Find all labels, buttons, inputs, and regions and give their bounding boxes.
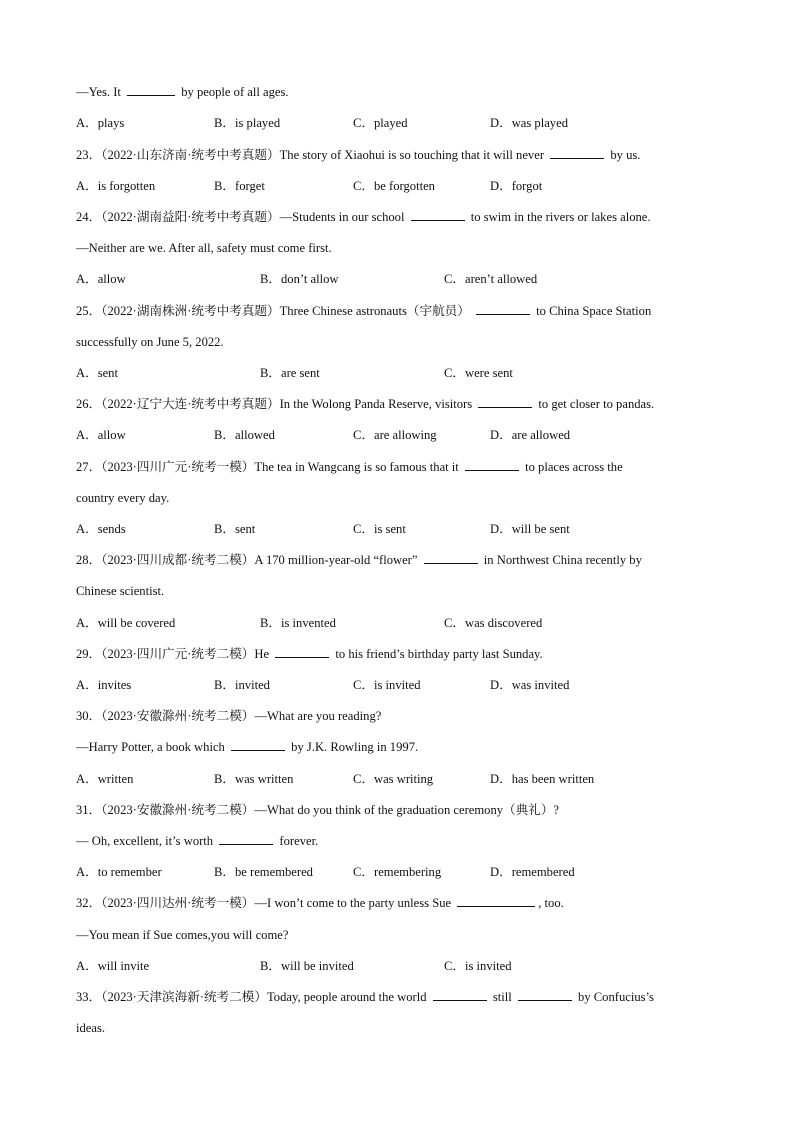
option-a: A．sent xyxy=(76,366,118,380)
option-c: C．be forgotten xyxy=(353,179,435,193)
option-d: D．remembered xyxy=(490,865,575,879)
option-d: D．has been written xyxy=(490,772,595,786)
stem-text: 29．（2023·四川广元·统考二模）He xyxy=(76,647,273,661)
answer-blank xyxy=(550,147,604,159)
question-26-stem xyxy=(76,396,654,412)
question-29-stem xyxy=(76,646,543,662)
question-29-options xyxy=(76,677,756,693)
question-30-stem: 30．（2023·安徽滁州·统考二模）—What are you reading? xyxy=(76,709,382,723)
option-a: A．allow xyxy=(76,428,126,442)
stem-text: to get closer to pandas. xyxy=(535,397,655,411)
answer-blank xyxy=(127,84,175,96)
option-b: B．don’t allow xyxy=(260,272,339,286)
option-a: A．is forgotten xyxy=(76,179,156,193)
stem-text: to his friend’s birthday party last Sunday. xyxy=(332,647,543,661)
option-a: A．sends xyxy=(76,522,126,536)
option-c: C．are allowing xyxy=(353,428,437,442)
stem-text: to places across the xyxy=(521,460,623,474)
answer-blank xyxy=(478,396,532,408)
stem-text: , too. xyxy=(538,896,564,910)
option-d: D．will be sent xyxy=(490,522,570,536)
answer-blank xyxy=(518,989,572,1001)
question-31-reply xyxy=(76,833,318,849)
question-30-reply xyxy=(76,739,418,755)
question-31-options xyxy=(76,864,756,880)
stem-text: —Harry Potter, a book which xyxy=(76,740,228,754)
option-b: B．be remembered xyxy=(214,865,313,879)
question-33-stem-cont: ideas. xyxy=(76,1021,106,1035)
question-27-stem-cont: country every day. xyxy=(76,491,170,505)
question-28-stem-cont: Chinese scientist. xyxy=(76,584,165,598)
question-27-stem xyxy=(76,459,623,475)
option-c: C．were sent xyxy=(444,366,513,380)
answer-blank xyxy=(219,833,273,845)
option-a: A．will invite xyxy=(76,959,150,973)
stem-text: 26．（2022·辽宁大连·统考中考真题）In the Wolong Panda Reserve, visitors xyxy=(76,397,476,411)
stem-text: 27．（2023·四川广元·统考一模）The tea in Wangcang is so famous that it xyxy=(76,460,462,474)
answer-blank xyxy=(424,552,478,564)
option-a: A．written xyxy=(76,772,134,786)
stem-text: 25．（2022·湖南株洲·统考中考真题）Three Chinese astronauts（宇航员） xyxy=(76,304,474,318)
option-b: B．is invented xyxy=(260,616,336,630)
question-25-options xyxy=(76,365,756,381)
stem-text: 28．（2023·四川成都·统考二模）A 170 million-year-old “flower” xyxy=(76,553,421,567)
question-23-options xyxy=(76,178,756,194)
question-32-options xyxy=(76,958,756,974)
stem-text: by Confucius’s xyxy=(574,990,654,1004)
question-25-stem xyxy=(76,303,651,319)
question-24-stem xyxy=(76,209,651,225)
question-24-reply: —Neither are we. After all, safety must come first. xyxy=(76,241,332,255)
option-a: A．to remember xyxy=(76,865,162,879)
question-31-stem: 31．（2023·安徽滁州·统考二模）—What do you think of the graduation ceremony（典礼）? xyxy=(76,803,560,817)
stem-text: by people of all ages. xyxy=(178,85,289,99)
option-a: A．will be covered xyxy=(76,616,176,630)
option-d: D．was played xyxy=(490,116,568,130)
option-d: D．are allowed xyxy=(490,428,571,442)
stem-text: by us. xyxy=(607,148,641,162)
option-c: C．is invited xyxy=(353,678,421,692)
option-b: B．are sent xyxy=(260,366,320,380)
stem-text: — Oh, excellent, it’s worth xyxy=(76,834,217,848)
option-b: B．is played xyxy=(214,116,281,130)
option-c: C．is invited xyxy=(444,959,512,973)
option-b: B．was written xyxy=(214,772,294,786)
stem-text: 33．（2023·天津滨海新·统考二模）Today, people around the world xyxy=(76,990,430,1004)
option-c: C．remembering xyxy=(353,865,442,879)
stem-text: —Yes. It xyxy=(76,85,125,99)
option-a: A．allow xyxy=(76,272,126,286)
option-d: D．forgot xyxy=(490,179,543,193)
stem-text: 23．（2022·山东济南·统考中考真题）The story of Xiaohui is so touching that it will never xyxy=(76,148,548,162)
question-32-reply: —You mean if Sue comes,you will come? xyxy=(76,928,289,942)
stem-text: still xyxy=(489,990,515,1004)
option-c: C．was writing xyxy=(353,772,434,786)
option-c: C．played xyxy=(353,116,408,130)
stem-text: 24．（2022·湖南益阳·统考中考真题）—Students in our school xyxy=(76,210,408,224)
answer-blank xyxy=(433,989,487,1001)
question-26-options xyxy=(76,427,756,443)
answer-blank xyxy=(465,459,519,471)
question-25-stem-cont: successfully on June 5, 2022. xyxy=(76,335,224,349)
stem-text: in Northwest China recently by xyxy=(480,553,642,567)
question-24-options xyxy=(76,271,756,287)
question-22-options xyxy=(76,115,756,131)
option-b: B．invited xyxy=(214,678,270,692)
option-c: C．aren’t allowed xyxy=(444,272,538,286)
question-28-options xyxy=(76,615,756,631)
answer-blank xyxy=(476,303,530,315)
answer-blank xyxy=(275,646,329,658)
answer-blank xyxy=(411,209,465,221)
question-30-options xyxy=(76,771,756,787)
question-22-line xyxy=(76,84,289,100)
question-23-stem xyxy=(76,147,640,163)
question-27-options xyxy=(76,521,756,537)
answer-blank xyxy=(457,895,535,907)
stem-text: by J.K. Rowling in 1997. xyxy=(288,740,419,754)
option-c: C．was discovered xyxy=(444,616,543,630)
question-33-stem xyxy=(76,989,654,1005)
option-d: D．was invited xyxy=(490,678,570,692)
option-b: B．sent xyxy=(214,522,256,536)
option-a: A．invites xyxy=(76,678,132,692)
stem-text: 32．（2023·四川达州·统考一模）—I won’t come to the party unless Sue xyxy=(76,896,455,910)
option-a: A．plays xyxy=(76,116,125,130)
answer-blank xyxy=(231,739,285,751)
option-b: B．will be invited xyxy=(260,959,354,973)
question-32-stem xyxy=(76,895,564,911)
stem-text: to swim in the rivers or lakes alone. xyxy=(467,210,651,224)
stem-text: to China Space Station xyxy=(533,304,652,318)
option-b: B．allowed xyxy=(214,428,275,442)
option-c: C．is sent xyxy=(353,522,406,536)
stem-text: forever. xyxy=(276,834,319,848)
question-28-stem xyxy=(76,552,642,568)
option-b: B．forget xyxy=(214,179,265,193)
